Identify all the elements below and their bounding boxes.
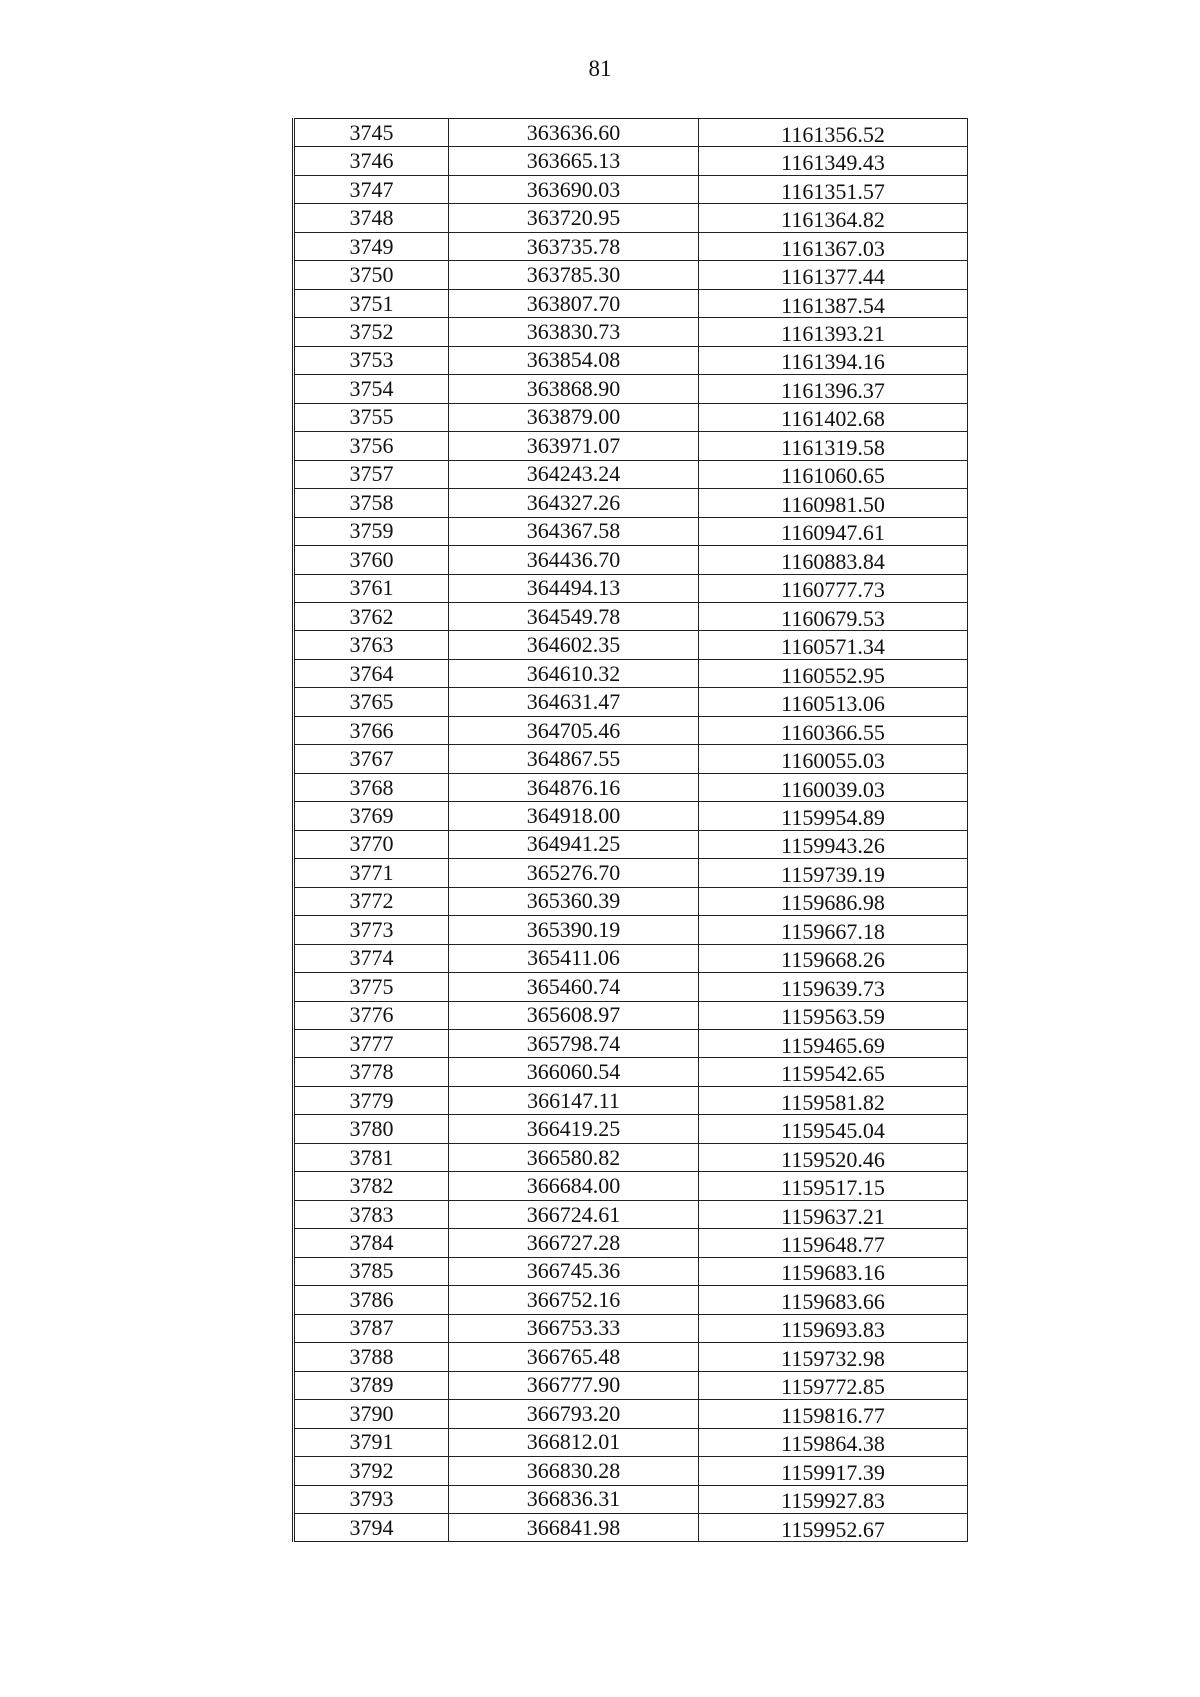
x-coordinate-cell: 363785.30 bbox=[449, 261, 699, 289]
table-row bbox=[294, 973, 968, 1001]
x-coordinate-cell: 364610.32 bbox=[449, 659, 699, 687]
point-number-cell: 3753 bbox=[294, 346, 449, 374]
x-coordinate-cell: 366060.54 bbox=[449, 1058, 699, 1086]
y-coordinate-cell: 1159520.46 bbox=[699, 1143, 968, 1171]
y-coordinate-cell: 1159667.18 bbox=[699, 916, 968, 944]
x-coordinate-cell: 363690.03 bbox=[449, 175, 699, 203]
y-coordinate-cell: 1159517.15 bbox=[699, 1172, 968, 1200]
y-coordinate-cell: 1161394.16 bbox=[699, 346, 968, 374]
table-row bbox=[294, 546, 968, 574]
table-row bbox=[294, 916, 968, 944]
point-number-cell: 3775 bbox=[294, 973, 449, 1001]
y-coordinate-cell: 1160366.55 bbox=[699, 716, 968, 744]
point-number-cell: 3786 bbox=[294, 1286, 449, 1314]
table-row bbox=[294, 1229, 968, 1257]
x-coordinate-cell: 365411.06 bbox=[449, 944, 699, 972]
x-coordinate-cell: 364327.26 bbox=[449, 489, 699, 517]
x-coordinate-cell: 364494.13 bbox=[449, 574, 699, 602]
table-row bbox=[294, 175, 968, 203]
table-row bbox=[294, 1143, 968, 1171]
x-coordinate-cell: 364867.55 bbox=[449, 745, 699, 773]
point-number-cell: 3793 bbox=[294, 1485, 449, 1513]
y-coordinate-cell: 1159739.19 bbox=[699, 859, 968, 887]
y-coordinate-cell: 1159693.83 bbox=[699, 1314, 968, 1342]
y-coordinate-cell: 1159954.89 bbox=[699, 802, 968, 830]
point-number-cell: 3765 bbox=[294, 688, 449, 716]
x-coordinate-cell: 366753.33 bbox=[449, 1314, 699, 1342]
point-number-cell: 3781 bbox=[294, 1143, 449, 1171]
y-coordinate-cell: 1159686.98 bbox=[699, 887, 968, 915]
point-number-cell: 3761 bbox=[294, 574, 449, 602]
point-number-cell: 3763 bbox=[294, 631, 449, 659]
x-coordinate-cell: 366752.16 bbox=[449, 1286, 699, 1314]
table-row bbox=[294, 147, 968, 175]
point-number-cell: 3750 bbox=[294, 261, 449, 289]
point-number-cell: 3755 bbox=[294, 403, 449, 431]
point-number-cell: 3770 bbox=[294, 830, 449, 858]
table-row bbox=[294, 773, 968, 801]
x-coordinate-cell: 363868.90 bbox=[449, 375, 699, 403]
table-row bbox=[294, 318, 968, 346]
point-number-cell: 3783 bbox=[294, 1200, 449, 1228]
point-number-cell: 3772 bbox=[294, 887, 449, 915]
point-number-cell: 3777 bbox=[294, 1030, 449, 1058]
table-row bbox=[294, 1513, 968, 1541]
y-coordinate-cell: 1161387.54 bbox=[699, 289, 968, 317]
point-number-cell: 3754 bbox=[294, 375, 449, 403]
table-row bbox=[294, 346, 968, 374]
y-coordinate-cell: 1159683.66 bbox=[699, 1286, 968, 1314]
table-row bbox=[294, 489, 968, 517]
point-number-cell: 3779 bbox=[294, 1086, 449, 1114]
x-coordinate-cell: 365798.74 bbox=[449, 1030, 699, 1058]
x-coordinate-cell: 365608.97 bbox=[449, 1001, 699, 1029]
point-number-cell: 3762 bbox=[294, 602, 449, 630]
x-coordinate-cell: 364602.35 bbox=[449, 631, 699, 659]
coordinates-table bbox=[292, 118, 968, 1542]
y-coordinate-cell: 1161356.52 bbox=[699, 119, 968, 147]
table-row bbox=[294, 1428, 968, 1456]
y-coordinate-cell: 1159864.38 bbox=[699, 1428, 968, 1456]
point-number-cell: 3768 bbox=[294, 773, 449, 801]
point-number-cell: 3776 bbox=[294, 1001, 449, 1029]
y-coordinate-cell: 1159943.26 bbox=[699, 830, 968, 858]
point-number-cell: 3745 bbox=[294, 119, 449, 147]
table-row bbox=[294, 1457, 968, 1485]
x-coordinate-cell: 364436.70 bbox=[449, 546, 699, 574]
point-number-cell: 3747 bbox=[294, 175, 449, 203]
table-row bbox=[294, 1371, 968, 1399]
point-number-cell: 3749 bbox=[294, 232, 449, 260]
x-coordinate-cell: 363879.00 bbox=[449, 403, 699, 431]
table-row bbox=[294, 1001, 968, 1029]
table-row bbox=[294, 119, 968, 147]
x-coordinate-cell: 364941.25 bbox=[449, 830, 699, 858]
y-coordinate-cell: 1159917.39 bbox=[699, 1457, 968, 1485]
x-coordinate-cell: 366765.48 bbox=[449, 1343, 699, 1371]
y-coordinate-cell: 1160039.03 bbox=[699, 773, 968, 801]
x-coordinate-cell: 363720.95 bbox=[449, 204, 699, 232]
table-row bbox=[294, 802, 968, 830]
table-row bbox=[294, 688, 968, 716]
table-row bbox=[294, 1030, 968, 1058]
x-coordinate-cell: 363665.13 bbox=[449, 147, 699, 175]
x-coordinate-cell: 366841.98 bbox=[449, 1513, 699, 1541]
y-coordinate-cell: 1159816.77 bbox=[699, 1400, 968, 1428]
x-coordinate-cell: 366419.25 bbox=[449, 1115, 699, 1143]
x-coordinate-cell: 364876.16 bbox=[449, 773, 699, 801]
point-number-cell: 3764 bbox=[294, 659, 449, 687]
point-number-cell: 3784 bbox=[294, 1229, 449, 1257]
y-coordinate-cell: 1159542.65 bbox=[699, 1058, 968, 1086]
y-coordinate-cell: 1160981.50 bbox=[699, 489, 968, 517]
x-coordinate-cell: 363807.70 bbox=[449, 289, 699, 317]
y-coordinate-cell: 1160883.84 bbox=[699, 546, 968, 574]
point-number-cell: 3766 bbox=[294, 716, 449, 744]
y-coordinate-cell: 1159683.16 bbox=[699, 1257, 968, 1285]
point-number-cell: 3774 bbox=[294, 944, 449, 972]
x-coordinate-cell: 366812.01 bbox=[449, 1428, 699, 1456]
coordinates-table-body bbox=[294, 119, 968, 1542]
point-number-cell: 3748 bbox=[294, 204, 449, 232]
table-row bbox=[294, 659, 968, 687]
table-row bbox=[294, 204, 968, 232]
point-number-cell: 3773 bbox=[294, 916, 449, 944]
y-coordinate-cell: 1161319.58 bbox=[699, 432, 968, 460]
y-coordinate-cell: 1159563.59 bbox=[699, 1001, 968, 1029]
point-number-cell: 3787 bbox=[294, 1314, 449, 1342]
table-row bbox=[294, 517, 968, 545]
x-coordinate-cell: 363854.08 bbox=[449, 346, 699, 374]
point-number-cell: 3746 bbox=[294, 147, 449, 175]
point-number-cell: 3780 bbox=[294, 1115, 449, 1143]
point-number-cell: 3778 bbox=[294, 1058, 449, 1086]
x-coordinate-cell: 364367.58 bbox=[449, 517, 699, 545]
x-coordinate-cell: 366793.20 bbox=[449, 1400, 699, 1428]
y-coordinate-cell: 1160777.73 bbox=[699, 574, 968, 602]
table-row bbox=[294, 375, 968, 403]
point-number-cell: 3767 bbox=[294, 745, 449, 773]
y-coordinate-cell: 1159581.82 bbox=[699, 1086, 968, 1114]
table-row bbox=[294, 602, 968, 630]
x-coordinate-cell: 366727.28 bbox=[449, 1229, 699, 1257]
point-number-cell: 3769 bbox=[294, 802, 449, 830]
table-row bbox=[294, 460, 968, 488]
y-coordinate-cell: 1161364.82 bbox=[699, 204, 968, 232]
table-row bbox=[294, 944, 968, 972]
x-coordinate-cell: 365360.39 bbox=[449, 887, 699, 915]
y-coordinate-cell: 1161377.44 bbox=[699, 261, 968, 289]
point-number-cell: 3757 bbox=[294, 460, 449, 488]
y-coordinate-cell: 1161396.37 bbox=[699, 375, 968, 403]
x-coordinate-cell: 363735.78 bbox=[449, 232, 699, 260]
point-number-cell: 3759 bbox=[294, 517, 449, 545]
point-number-cell: 3752 bbox=[294, 318, 449, 346]
y-coordinate-cell: 1161402.68 bbox=[699, 403, 968, 431]
table-row bbox=[294, 574, 968, 602]
table-row bbox=[294, 1086, 968, 1114]
y-coordinate-cell: 1161351.57 bbox=[699, 175, 968, 203]
x-coordinate-cell: 364631.47 bbox=[449, 688, 699, 716]
x-coordinate-cell: 366777.90 bbox=[449, 1371, 699, 1399]
y-coordinate-cell: 1159772.85 bbox=[699, 1371, 968, 1399]
table-row bbox=[294, 1200, 968, 1228]
y-coordinate-cell: 1159648.77 bbox=[699, 1229, 968, 1257]
x-coordinate-cell: 364549.78 bbox=[449, 602, 699, 630]
x-coordinate-cell: 365276.70 bbox=[449, 859, 699, 887]
table-row bbox=[294, 1343, 968, 1371]
table-row bbox=[294, 261, 968, 289]
x-coordinate-cell: 363830.73 bbox=[449, 318, 699, 346]
point-number-cell: 3785 bbox=[294, 1257, 449, 1285]
x-coordinate-cell: 366745.36 bbox=[449, 1257, 699, 1285]
table-row bbox=[294, 1172, 968, 1200]
y-coordinate-cell: 1161349.43 bbox=[699, 147, 968, 175]
y-coordinate-cell: 1160947.61 bbox=[699, 517, 968, 545]
y-coordinate-cell: 1159927.83 bbox=[699, 1485, 968, 1513]
x-coordinate-cell: 366580.82 bbox=[449, 1143, 699, 1171]
x-coordinate-cell: 365390.19 bbox=[449, 916, 699, 944]
y-coordinate-cell: 1159732.98 bbox=[699, 1343, 968, 1371]
point-number-cell: 3756 bbox=[294, 432, 449, 460]
table-row bbox=[294, 1115, 968, 1143]
y-coordinate-cell: 1160552.95 bbox=[699, 659, 968, 687]
table-row bbox=[294, 432, 968, 460]
y-coordinate-cell: 1159637.21 bbox=[699, 1200, 968, 1228]
y-coordinate-cell: 1159545.04 bbox=[699, 1115, 968, 1143]
table-row bbox=[294, 1286, 968, 1314]
y-coordinate-cell: 1160055.03 bbox=[699, 745, 968, 773]
x-coordinate-cell: 364705.46 bbox=[449, 716, 699, 744]
y-coordinate-cell: 1159668.26 bbox=[699, 944, 968, 972]
table-row bbox=[294, 289, 968, 317]
point-number-cell: 3794 bbox=[294, 1513, 449, 1541]
point-number-cell: 3760 bbox=[294, 546, 449, 574]
x-coordinate-cell: 366830.28 bbox=[449, 1457, 699, 1485]
x-coordinate-cell: 363636.60 bbox=[449, 119, 699, 147]
y-coordinate-cell: 1161060.65 bbox=[699, 460, 968, 488]
table-row bbox=[294, 745, 968, 773]
x-coordinate-cell: 366684.00 bbox=[449, 1172, 699, 1200]
table-row bbox=[294, 1257, 968, 1285]
point-number-cell: 3788 bbox=[294, 1343, 449, 1371]
table-row bbox=[294, 716, 968, 744]
table-row bbox=[294, 859, 968, 887]
table-row bbox=[294, 631, 968, 659]
x-coordinate-cell: 365460.74 bbox=[449, 973, 699, 1001]
y-coordinate-cell: 1159639.73 bbox=[699, 973, 968, 1001]
table-row bbox=[294, 1058, 968, 1086]
table-row bbox=[294, 403, 968, 431]
table-row bbox=[294, 830, 968, 858]
x-coordinate-cell: 364243.24 bbox=[449, 460, 699, 488]
x-coordinate-cell: 366836.31 bbox=[449, 1485, 699, 1513]
y-coordinate-cell: 1160513.06 bbox=[699, 688, 968, 716]
table-row bbox=[294, 1314, 968, 1342]
point-number-cell: 3791 bbox=[294, 1428, 449, 1456]
table-row bbox=[294, 232, 968, 260]
point-number-cell: 3790 bbox=[294, 1400, 449, 1428]
x-coordinate-cell: 363971.07 bbox=[449, 432, 699, 460]
y-coordinate-cell: 1161367.03 bbox=[699, 232, 968, 260]
point-number-cell: 3782 bbox=[294, 1172, 449, 1200]
table-row bbox=[294, 887, 968, 915]
y-coordinate-cell: 1159952.67 bbox=[699, 1513, 968, 1541]
page-number: 81 bbox=[588, 56, 612, 81]
table-row bbox=[294, 1400, 968, 1428]
x-coordinate-cell: 366147.11 bbox=[449, 1086, 699, 1114]
x-coordinate-cell: 366724.61 bbox=[449, 1200, 699, 1228]
point-number-cell: 3758 bbox=[294, 489, 449, 517]
point-number-cell: 3751 bbox=[294, 289, 449, 317]
x-coordinate-cell: 364918.00 bbox=[449, 802, 699, 830]
y-coordinate-cell: 1159465.69 bbox=[699, 1030, 968, 1058]
y-coordinate-cell: 1160679.53 bbox=[699, 602, 968, 630]
point-number-cell: 3771 bbox=[294, 859, 449, 887]
point-number-cell: 3789 bbox=[294, 1371, 449, 1399]
y-coordinate-cell: 1161393.21 bbox=[699, 318, 968, 346]
y-coordinate-cell: 1160571.34 bbox=[699, 631, 968, 659]
table-row bbox=[294, 1485, 968, 1513]
point-number-cell: 3792 bbox=[294, 1457, 449, 1485]
